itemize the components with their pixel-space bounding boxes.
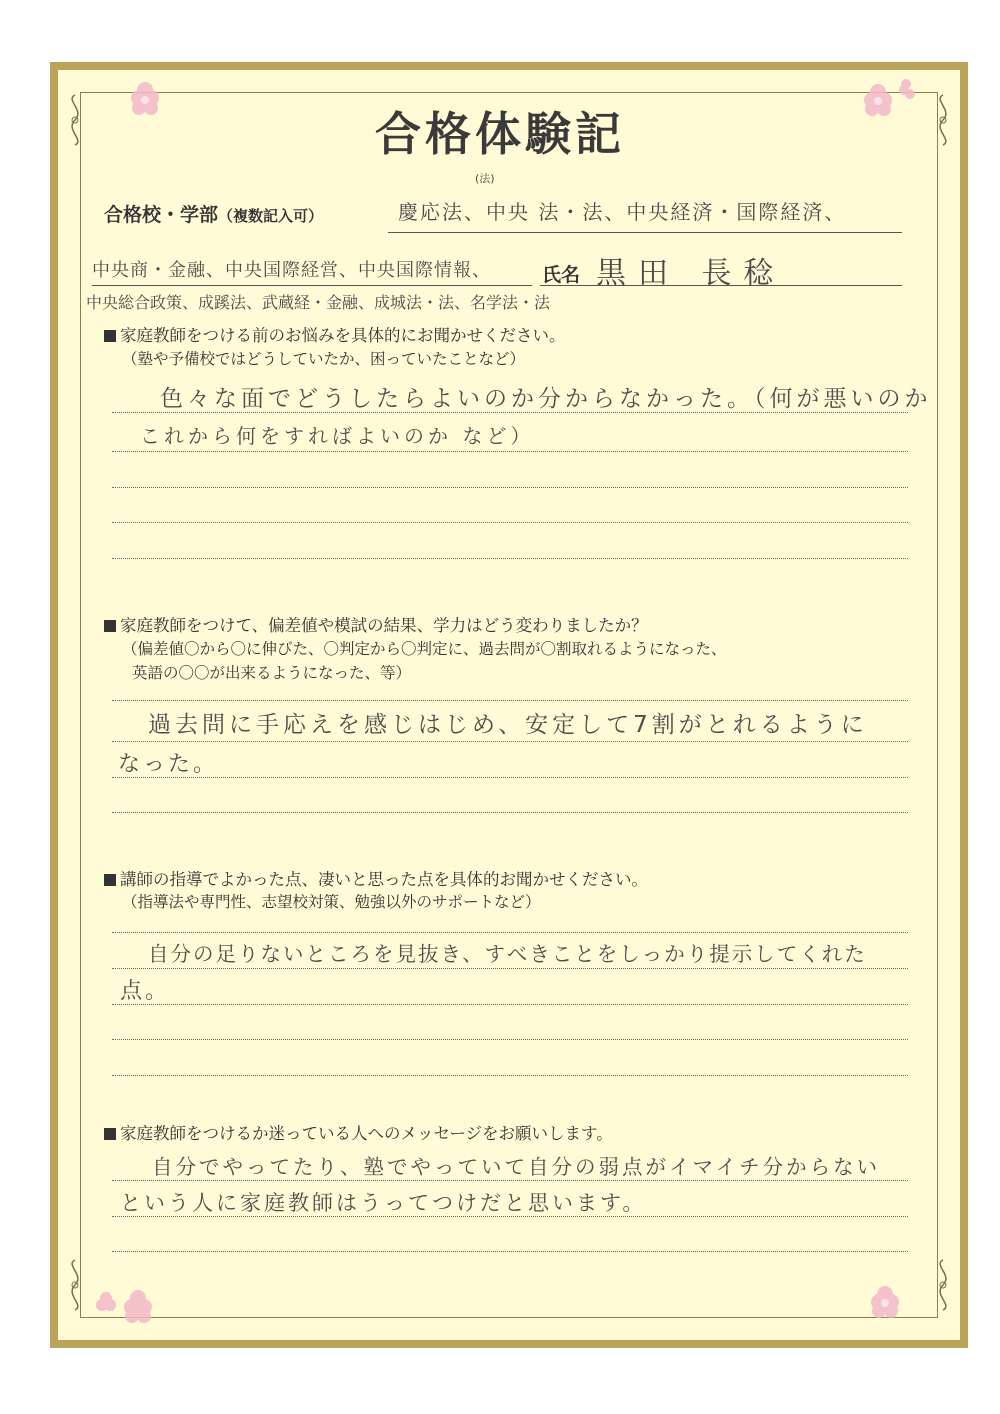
answer-1-line-2: これから何をすればよいのか など） <box>140 424 535 448</box>
answer-3-rule-4 <box>112 1039 908 1040</box>
answer-1-rule-1 <box>112 412 908 413</box>
question-4: 家庭教師をつけるか迷っている人へのメッセージをお願いします。 <box>104 1120 613 1144</box>
school-line-2: 中央商・金融、中央国際経営、中央国際情報、 <box>92 260 491 281</box>
answer-1-rule-4 <box>112 522 908 523</box>
question-2-sub-1: （偏差値〇から〇に伸びた、〇判定から〇判定に、過去問が〇割取れるようになった、 <box>122 640 727 658</box>
answer-4-line-1: 自分でやってたり、塾でやっていて自分の弱点がイマイチ分からない <box>152 1155 881 1179</box>
question-3-sub: （指導法や専門性、志望校対策、勉強以外のサポートなど） <box>122 893 541 911</box>
scroll-ornament-bottom-right-icon <box>928 1255 958 1315</box>
name-rule <box>540 285 902 286</box>
answer-4-line-2: という人に家庭教師はうってつけだと思います。 <box>120 1191 647 1215</box>
answer-2-rule-1 <box>112 700 908 701</box>
answer-1-line-1: 色々な面でどうしたらよいのか分からなかった。（何が悪いのか <box>160 386 932 412</box>
name-label: 氏名 <box>542 264 581 286</box>
school-label-note: （複数記入可） <box>218 207 324 225</box>
answer-2-rule-3 <box>112 777 908 778</box>
school-line-3: 中央総合政策、成蹊法、武蔵経・金融、成城法・法、名学法・法 <box>86 293 551 312</box>
answer-2-rule-4 <box>112 812 908 813</box>
school-line-2-rule <box>92 285 532 286</box>
answer-2-rule-2 <box>112 741 908 742</box>
question-1-sub: （塾や予備校ではどうしていたか、困っていたことなど） <box>122 350 526 368</box>
school-correction-note: (法) <box>475 172 495 185</box>
answer-3-rule-3 <box>112 1004 908 1005</box>
answer-3-line-1: 自分の足りないところを見抜き、すべきことをしっかり提示してくれた <box>148 942 867 966</box>
answer-4-rule-2 <box>112 1216 908 1217</box>
school-line-1: 慶応法、中央 法・法、中央経済・国際経済、 <box>398 200 847 224</box>
answer-1-rule-5 <box>112 558 908 559</box>
question-1: 家庭教師をつける前のお悩みを具体的にお聞かせください。 <box>104 322 566 346</box>
answer-1-rule-3 <box>112 487 908 488</box>
answer-2-line-1: 過去問に手応えを感じはじめ、安定して7割がとれるように <box>148 712 868 738</box>
answer-3-line-2: 点。 <box>120 979 171 1004</box>
scroll-ornament-bottom-left-icon <box>60 1255 90 1315</box>
question-2-sub-2: 英語の〇〇が出来るようになった、等） <box>132 664 412 682</box>
answer-3-rule-1 <box>112 932 908 933</box>
answer-1-rule-2 <box>112 451 908 452</box>
answer-4-rule-3 <box>112 1251 908 1252</box>
answer-3-rule-2 <box>112 968 908 969</box>
page-title: 合格体験記 <box>375 107 625 161</box>
flower-ornament-bottom-right-icon <box>855 1280 925 1330</box>
school-label <box>104 200 323 227</box>
name-value: 黒田 長稔 <box>596 256 786 291</box>
answer-2-line-2: なった。 <box>118 752 219 777</box>
flower-ornament-bottom-left-icon <box>80 1285 170 1330</box>
school-line-1-rule <box>388 232 902 233</box>
answer-4-rule-1 <box>112 1180 908 1181</box>
school-label-text: 合格校・学部 <box>104 204 219 226</box>
question-2: 家庭教師をつけて、偏差値や模試の結果、学力はどう変わりましたか？ <box>104 612 648 636</box>
question-3: 講師の指導でよかった点、凄いと思った点を具体的お聞かせください。 <box>104 866 648 890</box>
answer-3-rule-5 <box>112 1075 908 1076</box>
